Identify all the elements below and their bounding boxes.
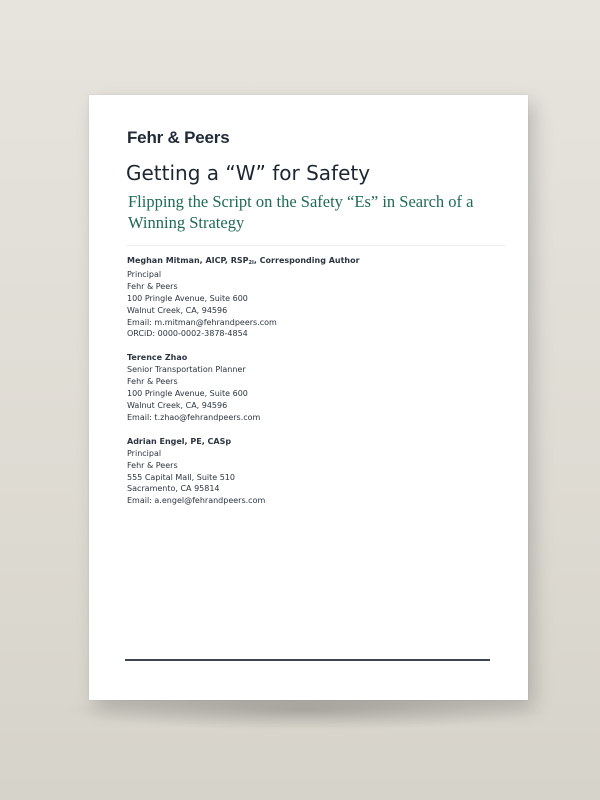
author-orcid: ORCiD: 0000-0002-3878-4854 bbox=[127, 329, 248, 339]
author-name: Terence Zhao bbox=[127, 353, 188, 363]
author-address-line2: Walnut Creek, CA, 94596 bbox=[127, 400, 228, 410]
author-address-line2: Sacramento, CA 95814 bbox=[127, 484, 220, 494]
author-role: Senior Transportation Planner bbox=[127, 365, 246, 375]
author-role: Principal bbox=[127, 448, 162, 458]
page-subtitle: Flipping the Script on the Safety “Es” in Search of a Winning Strategy bbox=[128, 192, 474, 232]
author-name: Adrian Engel, PE, CASp bbox=[127, 436, 232, 446]
author-email: Email: t.zhao@fehrandpeers.com bbox=[127, 412, 261, 422]
company-logo: Fehr & Peers bbox=[127, 128, 230, 147]
author-company: Fehr & Peers bbox=[127, 281, 178, 291]
author-email: Email: m.mitman@fehrandpeers.com bbox=[127, 317, 277, 327]
author-list bbox=[127, 255, 507, 519]
author-credential-subscript: 2I bbox=[248, 260, 254, 266]
author-address-line1: 100 Pringle Avenue, Suite 600 bbox=[127, 389, 248, 399]
footer-divider bbox=[125, 659, 490, 661]
author-name: Meghan Mitman, AICP, $RSP_{2I}$, Corresponding Author bbox=[127, 256, 360, 266]
author-block-3 bbox=[127, 436, 507, 507]
page-title: Getting a “W” for Safety bbox=[126, 161, 371, 185]
author-block-2 bbox=[127, 352, 507, 423]
author-email: Email: a.engel@fehrandpeers.com bbox=[127, 496, 266, 506]
author-company: Fehr & Peers bbox=[127, 460, 178, 470]
header-divider bbox=[127, 245, 505, 246]
author-block-1 bbox=[127, 255, 507, 340]
author-role: Principal bbox=[127, 269, 162, 279]
author-address-line1: 100 Pringle Avenue, Suite 600 bbox=[127, 293, 248, 303]
author-address-line2: Walnut Creek, CA, 94596 bbox=[127, 305, 228, 315]
author-address-line1: 555 Capital Mall, Suite 510 bbox=[127, 472, 235, 482]
document-page bbox=[89, 95, 528, 700]
author-company: Fehr & Peers bbox=[127, 377, 178, 387]
